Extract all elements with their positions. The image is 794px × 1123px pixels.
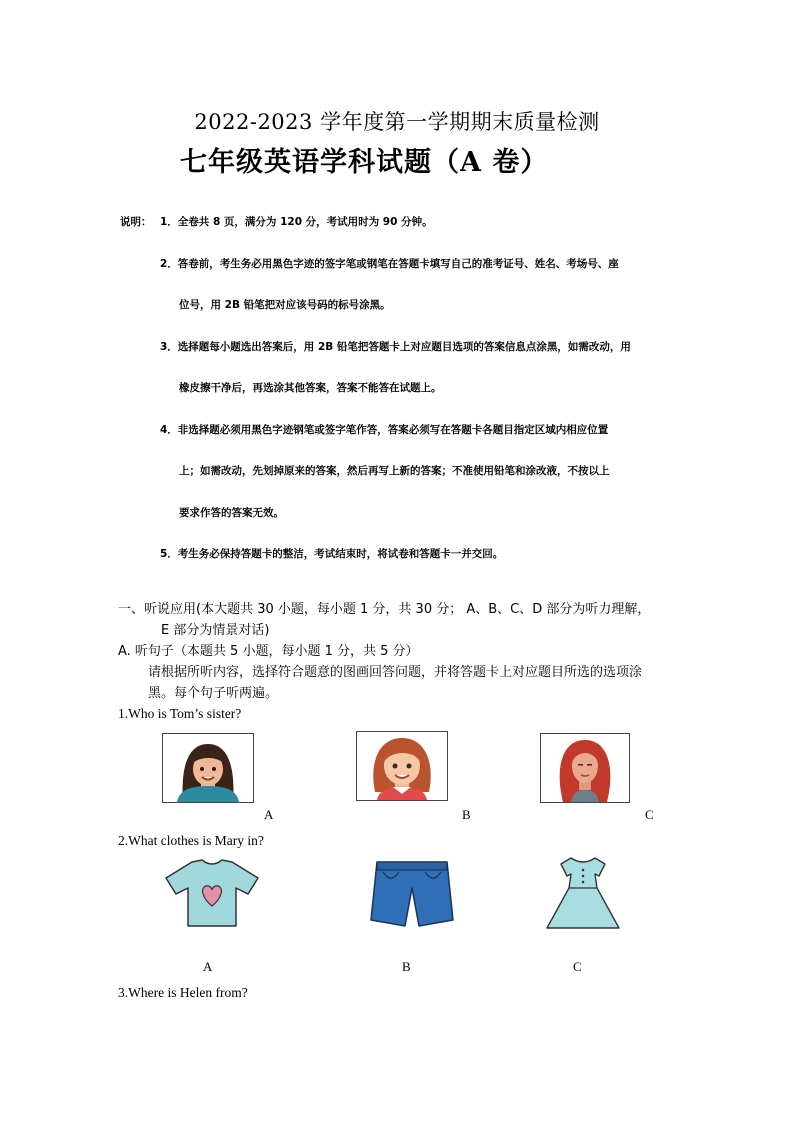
- instruction-4-cont2: 要求作答的答案无效。: [179, 507, 284, 519]
- partA-title: A. 听句子（本题共 5 小题，每小题 1 分，共 5 分）: [118, 644, 419, 659]
- instruction-4-cont1: 上；如需改动，先划掉原来的答案，然后再写上新的答案；不准使用铅笔和涂改液，不按以上: [179, 465, 610, 477]
- partA-instruction-1: 请根据所听内容，选择符合题意的图画回答问题，并将答题卡上对应题目所选的选项涂: [148, 665, 643, 680]
- q2-option-c-dress-image[interactable]: [543, 856, 623, 932]
- q2-option-a-tshirt-image[interactable]: [162, 858, 262, 928]
- instruction-3: 3．选择题每小题选出答案后，用 2B 铅笔把答题卡上对应题目选项的答案信息点涂黑，如需改动，用: [160, 341, 631, 353]
- instruction-1: 1．全卷共 8 页，满分为 120 分，考试用时为 90 分钟。: [160, 216, 433, 228]
- question-2: 2.What clothes is Mary in?: [118, 833, 264, 848]
- q2-option-b-shorts-image[interactable]: [369, 858, 455, 930]
- q2-label-b: B: [402, 959, 411, 974]
- q1-option-c-image[interactable]: [540, 733, 630, 803]
- q1-label-a: A: [264, 807, 274, 822]
- section1-heading-cont: E 部分为情景对话): [161, 623, 270, 638]
- q1-label-b: B: [462, 807, 471, 822]
- exam-title-line2: 七年级英语学科试题（A 卷）: [180, 147, 549, 178]
- q2-label-a: A: [203, 959, 213, 974]
- exam-title-line1: 2022-2023 学年度第一学期期末质量检测: [194, 110, 600, 134]
- q1-option-a-image[interactable]: [162, 733, 254, 803]
- q2-label-c: C: [573, 959, 582, 974]
- q1-option-b-image[interactable]: [356, 731, 448, 801]
- instruction-4: 4．非选择题必须用黑色字迹钢笔或签字笔作答，答案必须写在答题卡各题目指定区域内相应位置: [160, 424, 609, 436]
- instruction-2: 2．答卷前，考生务必用黑色字迹的签字笔或钢笔在答题卡填写自己的准考证号、姓名、考场号、座: [160, 258, 619, 270]
- section1-heading: 一、听说应用(本大题共 30 小题，每小题 1 分，共 30 分； A、B、C、D 部分为听力理解，: [118, 602, 651, 617]
- instruction-2-cont: 位号，用 2B 铅笔把对应该号码的标号涂黑。: [179, 299, 391, 311]
- instruction-3-cont: 橡皮擦干净后，再选涂其他答案，答案不能答在试题上。: [179, 382, 442, 394]
- partA-instruction-2: 黑。每个句子听两遍。: [148, 686, 279, 701]
- q1-label-c: C: [645, 807, 654, 822]
- question-3: 3.Where is Helen from?: [118, 985, 248, 1000]
- instruction-5: 5．考生务必保持答题卡的整洁，考试结束时，将试卷和答题卡一并交回。: [160, 548, 504, 560]
- instructions-label: 说明：: [120, 216, 152, 228]
- question-1: 1.Who is Tom’s sister?: [118, 706, 242, 721]
